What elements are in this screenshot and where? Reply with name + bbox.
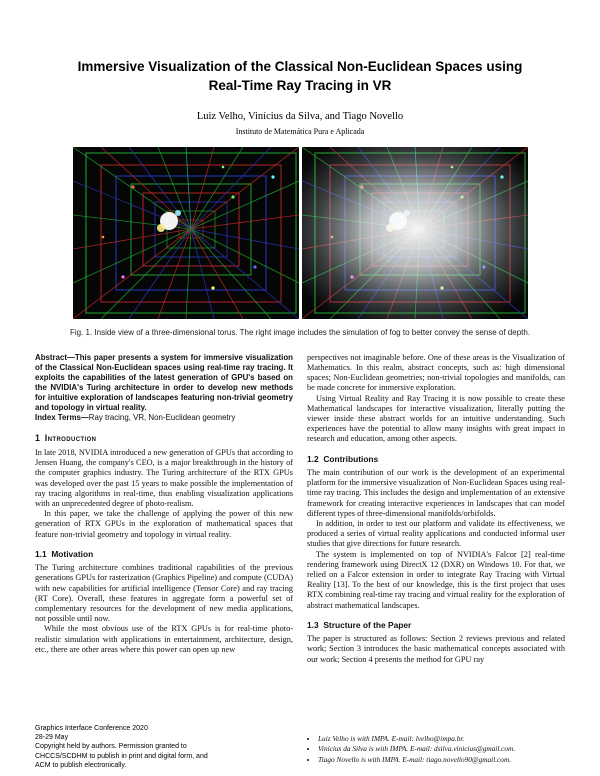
index-terms-text: Ray tracing, VR, Non-Euclidean geometry bbox=[88, 413, 236, 423]
paper-title-line-2: Real-Time Ray Tracing in VR bbox=[208, 77, 392, 93]
paragraph: While the most obvious use of the RTX GPUs is for real-time photo-realistic simulation with applications in entertainment, architecture, design, etc., there are other areas where this power can open up new bbox=[35, 624, 293, 654]
section-title: Motivation bbox=[51, 548, 94, 559]
conference-line: Copyright held by authors. Permission granted to bbox=[35, 743, 187, 751]
paper-title-line-1: Immersive Visualization of the Classical Non-Euclidean Spaces using bbox=[77, 59, 523, 74]
body-columns bbox=[0, 353, 600, 771]
right-column bbox=[307, 353, 565, 771]
affiliation: Instituto de Matemática Pura e Aplicada bbox=[235, 126, 365, 136]
footnote-item: • Vinícius da Silva is with IMPA. E-mail: dsilva.vinicius@gmail.com. bbox=[318, 744, 565, 754]
paragraph: The main contribution of our work is the development of an experimental platform for the immersive visualization of Non-Euclidean Spaces using real-time ray tracing. This includes the design and implementation of an extensive framework for creating interactive experiences in landscapes that can model different types of three-dimensional manifolds/orbifolds. bbox=[307, 467, 565, 518]
section-number: 1.3 bbox=[307, 619, 319, 630]
right-column-spacer bbox=[307, 665, 565, 726]
left-column-spacer bbox=[35, 655, 293, 724]
paragraph: The system is implemented on top of NVIDIA's Falcor [2] real-time rendering framework using DirectX 12 (DXR) on Windows 10. For that, we relied on a Falcor extension in order to integrate Ray Tracing with Virtual Reality [13]. To the best of our knowledge, this is the first project that uses RTX combining real-time ray tracing and virtual reality for the exploration of abstract mathematical landscapes. bbox=[307, 549, 565, 610]
conference-line: CHCCS/SCDHM to publish in print and digital form, and bbox=[35, 752, 208, 760]
conference-line: Graphics Interface Conference 2020 bbox=[35, 724, 148, 732]
section-title: Structure of the Paper bbox=[323, 619, 412, 630]
paragraph: In this paper, we take the challenge of applying the power of this new generation of RTX GPUs in the exploration of mathematical spaces that feature non-trivial geometry and topology in virtual reality. bbox=[35, 509, 293, 539]
paper-title bbox=[0, 58, 600, 96]
paragraph: perspectives not imaginable before. One of these areas is the Visualization of Mathematics. In this realm, abstract concepts, such as: high dimensional spaces; Non-Euclidean geometries; non-trivial topologies and manifolds, can be made concrete for immersive exploration. bbox=[307, 352, 565, 393]
abstract-text: This paper presents a system for immersive visualization of the Classical Non-Euclidean spaces using real-time ray tracing. It exploits the capabilities of the latest generation of GPU's based on the NVIDIA's Turing architecture in order to develop new methods for intuitive exploration of landscapes featuring non-trivial geometry and topology in virtual reality. bbox=[35, 352, 293, 413]
conference-line: 28-29 May bbox=[35, 734, 69, 742]
left-column bbox=[35, 353, 293, 771]
section-heading-contributions bbox=[307, 454, 565, 464]
figure-image-torus-left bbox=[73, 147, 299, 319]
author-footnotes bbox=[307, 734, 565, 765]
section-title: Introduction bbox=[44, 433, 97, 444]
paragraph: The Turing architecture combines traditional capabilities of the previous generations GPUs for rasterization (Graphics Pipeline) and compute (CUDA) with new capabilities for artificial intelligence (Tensor Core) and ray tracing (RT Core). Overall, these features in aggregate form a powerful set of complementary resources for the development of new media applications, not possible until now. bbox=[35, 563, 293, 624]
paragraph: In addition, in order to test our platform and validate its effectiveness, we produced a series of virtual reality applications and conducted informal user studies that give directions for future research. bbox=[307, 518, 565, 549]
paragraph: In late 2018, NVIDIA introduced a new generation of GPUs that according to Jensen Huang, the company's CEO, is a major breakthrough in the history of the computer graphics industry. The Turing architecture of the RTX GPUs was developed over the past 15 years to make possible the implementation of ray tracing algorithms in real-time, thus enabling visualization applications with an unprecedented degree of photo-realism. bbox=[35, 447, 293, 508]
conference-copyright-block bbox=[35, 724, 293, 771]
footnote-item: • Tiago Novello is with IMPA. E-mail: tiago.novello90@gmail.com. bbox=[318, 755, 565, 765]
paragraph: Using Virtual Reality and Ray Tracing it is now possible to create these Mathematical landscapes for interactive visualization, literally putting the viewer inside these abstract worlds for an intuitive understanding. Such experiences have the potential to allow many insights with great impact in research and education, among other aspects. bbox=[307, 393, 565, 444]
section-heading-motivation bbox=[35, 549, 293, 559]
paragraph: The paper is structured as follows: Section 2 reviews previous and related work; Section 3 introduces the basic mathematical concepts associated with our work; Section 4 presents the method for GPU ray bbox=[307, 634, 565, 664]
figure-image-torus-fog-right bbox=[302, 147, 528, 319]
figure-caption: Fig. 1. Inside view of a three-dimensional torus. The right image includes the simulation of fog to better convey the sense of depth. bbox=[69, 327, 531, 337]
section-heading-introduction bbox=[35, 433, 293, 444]
section-heading-structure bbox=[307, 620, 565, 630]
authors: Luiz Velho, Vinícius da Silva, and Tiago Novello bbox=[196, 110, 404, 122]
index-terms-label: Index Terms— bbox=[35, 413, 89, 423]
figure-1 bbox=[0, 147, 600, 319]
abstract bbox=[35, 353, 293, 414]
conference-line: ACM to publish electronically. bbox=[35, 762, 127, 770]
section-number: 1.2 bbox=[307, 453, 319, 464]
section-number: 1 bbox=[35, 433, 40, 444]
index-terms bbox=[35, 413, 293, 423]
abstract-label: Abstract— bbox=[35, 352, 75, 362]
section-number: 1.1 bbox=[35, 548, 47, 559]
footnote-item: • Luiz Velho is with IMPA. E-mail: lvelho@impa.br. bbox=[318, 734, 565, 744]
section-title: Contributions bbox=[323, 453, 379, 464]
